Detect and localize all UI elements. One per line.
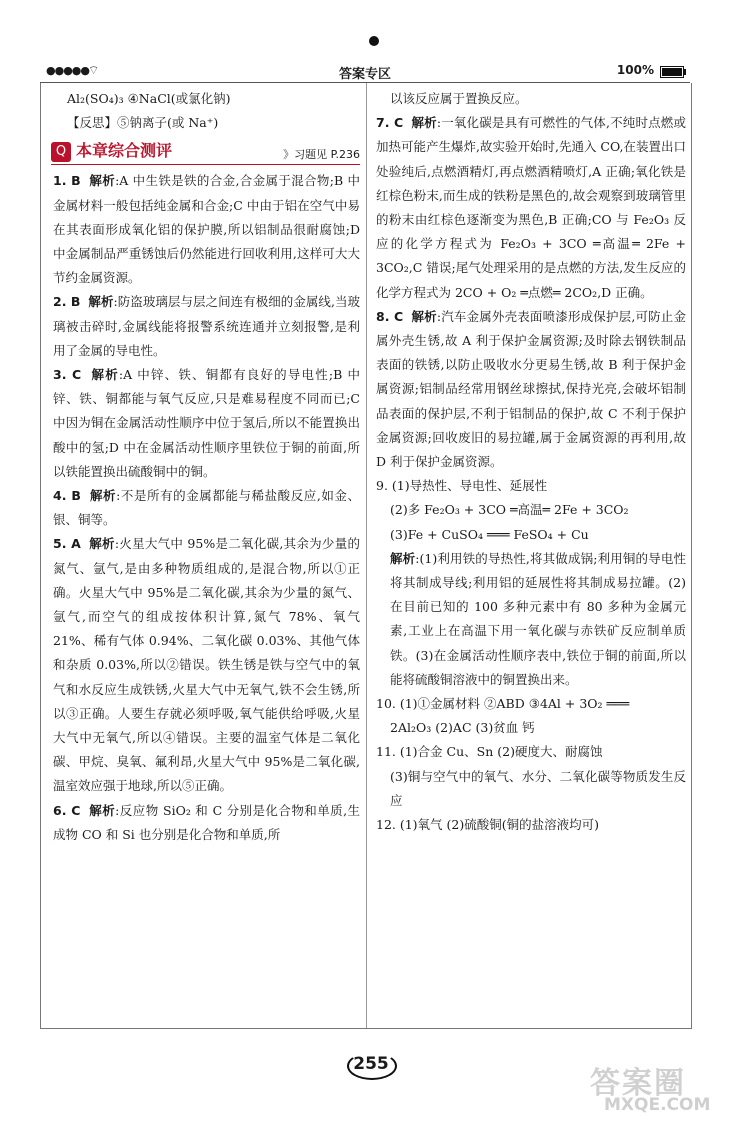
watermark-logo: 答案圈: [590, 1066, 686, 1101]
answer-analysis: [376, 547, 686, 692]
answer-text: :A 中锌、铁、铜都有良好的导电性;B 中锌、铁、铜都能与氧气反应,只是难易程度不同而已;C 中因为铜在金属活动性顺序中位于氢后,所以不能置换出酸中的氢;D 中在金属活动性顺序里铁位于铜的前面,所以铁能置换出硫酸铜中的铜。: [53, 367, 360, 479]
answer-item: [376, 111, 686, 305]
answer-item: [53, 532, 360, 798]
analysis-label: 解析: [390, 550, 416, 566]
question-number: 5. A: [53, 536, 81, 552]
analysis-label: 解析: [89, 173, 116, 189]
question-number: 3. C: [53, 367, 82, 383]
question-number: 1. B: [53, 173, 81, 189]
section-rule: [51, 164, 360, 165]
signal-icon: ●●●●●: [46, 64, 89, 77]
analysis-label: 解析: [88, 294, 114, 310]
camera-dot: [369, 36, 379, 46]
answer-line: (2)多 Fe₂O₃ + 3CO ═高温═ 2Fe + 3CO₂: [390, 502, 629, 518]
page-number: 255: [345, 1046, 397, 1082]
analysis-label: 解析: [89, 536, 115, 552]
answer-line: (3)铜与空气中的氧气、水分、二氧化碳等物质发生反应: [390, 768, 686, 808]
question-number: 6. C: [53, 802, 81, 818]
answer-line: 12. (1)氧气 (2)硫酸铜(铜的盐溶液均可): [376, 817, 599, 833]
answer-item: [53, 484, 360, 532]
question-number: 7. C: [376, 115, 404, 131]
answer-line: 11. (1)合金 Cu、Sn (2)硬度大、耐腐蚀: [376, 744, 603, 760]
answer-line: 2Al₂O₃ (2)AC (3)贫血 钙: [390, 720, 535, 736]
continuation-text: 以该反应属于置换反应。: [390, 91, 528, 106]
answer-item: [53, 363, 360, 484]
analysis-label: 解析: [89, 488, 117, 504]
question-number: 8. C: [376, 308, 404, 324]
watermark-url: MXQE.COM: [604, 1095, 711, 1115]
answer-line: (3)Fe + CuSO₄ ═══ FeSO₄ + Cu: [390, 526, 589, 542]
analysis-label: 解析: [411, 308, 437, 324]
answer-text: :A 中生铁是铁的合金,合金属于混合物;B 中金属材料一般包括纯金属和合金;C 中由于铝在空气中易在其表面形成氧化铝的保护膜,所以铝制品很耐腐蚀;D 中金属制品严重锈蚀后仍然能进行回收利用,这样可大大节约金属资源。: [53, 173, 360, 286]
intro-line: 【反思】⑤钠离子(或 Na⁺): [67, 115, 219, 131]
answer-item: [53, 799, 360, 847]
left-column: [53, 87, 360, 847]
search-icon: Q: [51, 142, 71, 162]
answer-item: [53, 290, 360, 363]
status-title: 答案专区: [338, 67, 391, 82]
section-title: 本章综合测评: [76, 141, 173, 161]
question-number: 2. B: [53, 294, 81, 310]
wifi-icon: ⌔: [88, 63, 100, 77]
answer-text: :反应物 SiO₂ 和 C 分别是化合物和单质,生成物 CO 和 Si 也分别是化合物和单质,所: [53, 802, 360, 842]
analysis-text: :(1)利用铁的导热性,将其做成锅;利用铜的导电性将其制成导线;利用铝的延展性将其制成易拉罐。(2)在目前已知的 100 多种元素中有 80 多种为金属元素,工业上在高温下用一氧化碳与赤铁矿反应制单质铁。(3)在金属活动性顺序表中,铁位于铜的前面,所以能将硫酸铜溶液中的铜置换出来。: [390, 550, 686, 687]
page-content: [40, 83, 692, 1029]
answer-line: 10. (1)①金属材料 ②ABD ③4Al + 3O₂ ═══: [376, 696, 630, 712]
answer-text: :一氧化碳是具有可燃性的气体,不纯时点燃或加热可能产生爆炸,故实验开始时,先通入 CO,在装置出口处验纯后,点燃酒精灯,再点燃酒精喷灯,A 正确;氧化铁是红棕色粉末,而生成的铁粉是黑色的,故会观察到玻璃管里的粉末由红棕色逐渐变为黑色,B 正确;CO 与 Fe₂O₃ 反应的化学方程式为 Fe₂O₃ + 3CO ═高温═ 2Fe + 3CO₂,C 错误;尾气处理采用的是点燃的方法,发生反应的化学方程式为 2CO + O₂ ═点燃═ 2CO₂,D 正确。: [376, 115, 686, 300]
analysis-label: 解析: [411, 115, 437, 131]
exercise-reference[interactable]: 》习题见 P.236: [283, 148, 360, 162]
section-header: [45, 139, 360, 165]
answer-line: 9. (1)导热性、导电性、延展性: [376, 478, 548, 494]
intro-line: Al₂(SO₄)₃ ④NaCl(或氯化钠): [67, 91, 231, 106]
analysis-label: 解析: [91, 367, 119, 383]
status-bar: [40, 62, 690, 83]
answer-text: :防盗玻璃层与层之间连有极细的金属线,当玻璃被击碎时,金属线能将报警系统连通并立刻报警,是利用了金属的导电性。: [53, 294, 360, 358]
answer-item: [53, 169, 360, 290]
answer-text: :火星大气中 95%是二氧化碳,其余为少量的氮气、氩气,是由多种物质组成的,是混合物,所以①正确。火星大气中 95%是二氧化碳,其余为少量的氮气、氩气,而空气的组成按体积计算,氮气 78%、氧气 21%、稀有气体 0.94%、二氧化碳 0.03%、其他气体和杂质 0.03%,所以②错误。铁生锈是铁与空气中的氧气和水反应生成铁锈,火星大气中无氧气,铁不会生锈,所以③正确。人要生存就必须呼吸,氧气能供给呼吸,火星大气中无氧气,所以④错误。主要的温室气体是二氧化碳、甲烷、臭氧、氟利昂,火星大气中 95%是二氧化碳,温室效应强于地球,所以⑤正确。: [53, 536, 360, 794]
battery-percent: 100%: [616, 63, 654, 77]
answer-text: :不是所有的金属都能与稀盐酸反应,如金、银、铜等。: [53, 488, 360, 528]
question-number: 4. B: [53, 488, 81, 504]
answer-text: :汽车金属外壳表面喷漆形成保护层,可防止金属外壳生锈,故 A 利于保护金属资源;及时除去钢铁制品表面的铁锈,以防止吸收水分更易生锈,故 B 利于保护金属资源;铝制品经常用钢丝球擦拭,保持光亮,会破坏铝制品表面的保护层,不利于铝制品的保护,故 C 不利于保护金属资源;回收废旧的易拉罐,属于金属资源的再利用,故 D 利于保护金属资源。: [376, 308, 686, 470]
column-divider: [366, 83, 367, 1028]
answer-item: [376, 305, 686, 474]
battery-icon: [660, 66, 684, 78]
analysis-label: 解析: [89, 802, 116, 818]
right-column: [376, 87, 686, 837]
